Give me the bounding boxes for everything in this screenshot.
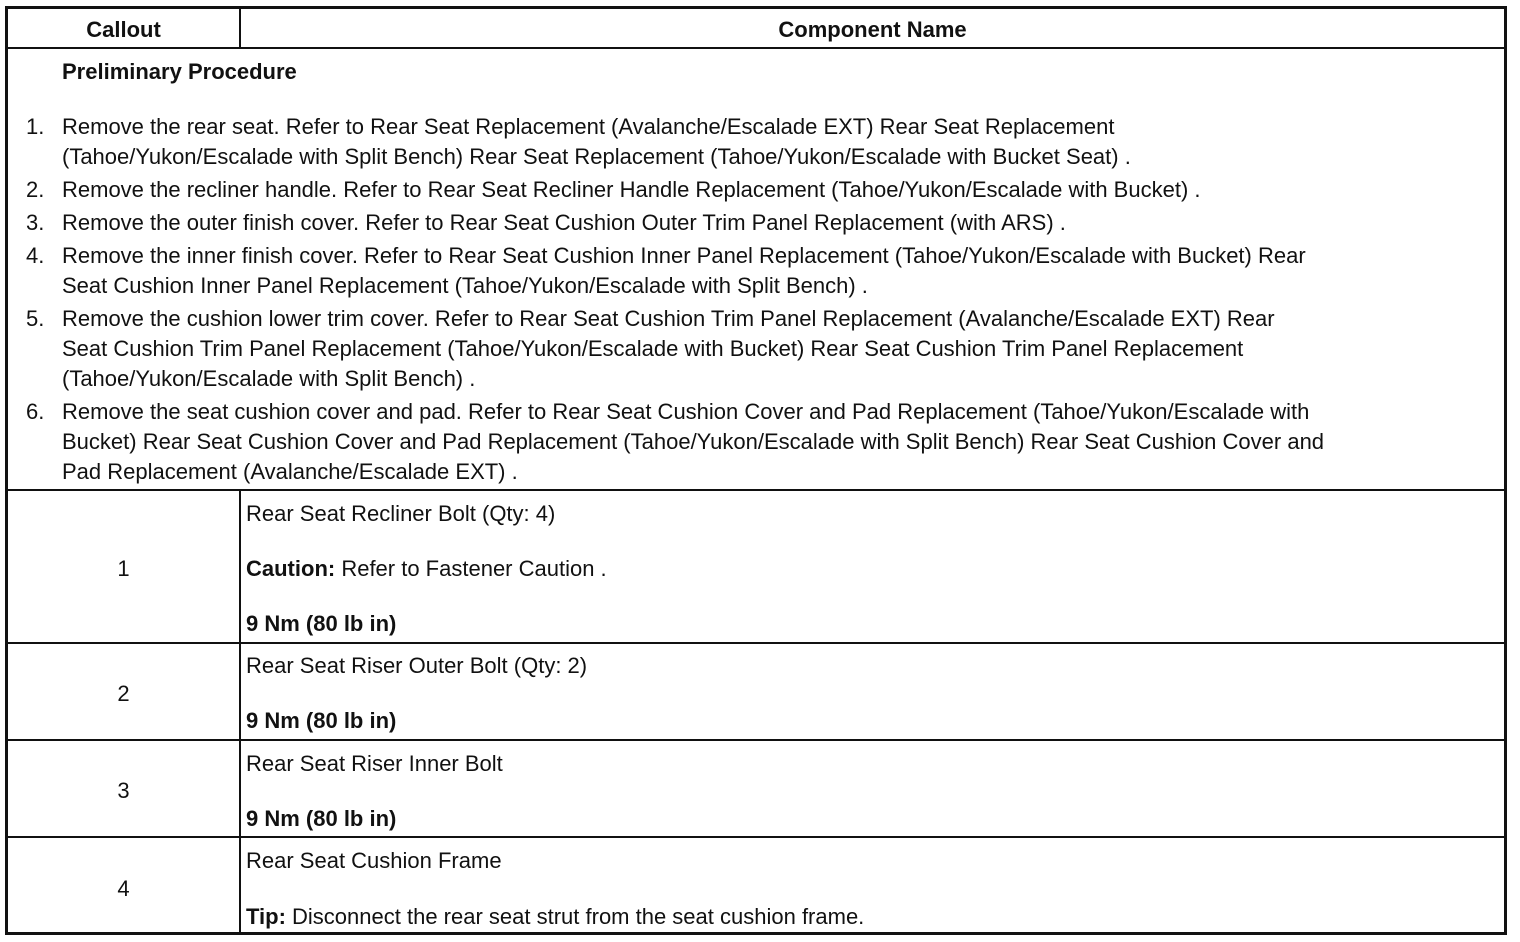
step-number: 3.: [26, 210, 45, 235]
caution-text: Refer to Fastener Caution .: [335, 556, 607, 581]
step-text-line: Remove the cushion lower trim cover. Refer to Rear Seat Cushion Trim Panel Replacement (Avalanche/Escalade EXT) Rear: [62, 306, 1275, 331]
divider: [8, 739, 1504, 741]
component-name: Rear Seat Riser Outer Bolt (Qty: 2): [246, 653, 588, 678]
tip-note: [246, 902, 864, 932]
step-number: 1.: [26, 114, 45, 139]
callout-number: 3: [117, 778, 130, 803]
component-name: Rear Seat Riser Inner Bolt: [246, 751, 503, 776]
step-number: 2.: [26, 177, 45, 202]
callout-number: 1: [117, 556, 130, 581]
step-text-line: Remove the inner finish cover. Refer to Rear Seat Cushion Inner Panel Replacement (Tahoe/Yukon/Escalade with Bucket) Rear: [62, 243, 1306, 268]
step-text-line: Remove the rear seat. Refer to Rear Seat Replacement (Avalanche/Escalade EXT) Rear Seat Replacement: [62, 114, 1115, 139]
torque-spec: 9 Nm (80 lb in): [246, 708, 397, 733]
step-text-line: Remove the recliner handle. Refer to Rear Seat Recliner Handle Replacement (Tahoe/Yukon/Escalade with Bucket) .: [62, 177, 1201, 202]
divider: [8, 47, 1504, 49]
step-text-line: Bucket) Rear Seat Cushion Cover and Pad Replacement (Tahoe/Yukon/Escalade with Split Bench) Rear Seat Cushion Cover and: [62, 429, 1325, 454]
step-text-line: Remove the seat cushion cover and pad. Refer to Rear Seat Cushion Cover and Pad Replacement (Tahoe/Yukon/Escalade with: [62, 399, 1310, 424]
torque-spec: 9 Nm (80 lb in): [246, 806, 397, 831]
step-text-line: Seat Cushion Trim Panel Replacement (Tahoe/Yukon/Escalade with Bucket) Rear Seat Cushion Trim Panel Replacement: [62, 336, 1244, 361]
step-number: 5.: [26, 306, 45, 331]
tip-text: Disconnect the rear seat strut from the seat cushion frame.: [285, 904, 865, 929]
component-name: Rear Seat Recliner Bolt (Qty: 4): [246, 501, 556, 526]
divider: [8, 836, 1504, 838]
step-text-line: Remove the outer finish cover. Refer to Rear Seat Cushion Outer Trim Panel Replacement (with ARS) .: [62, 210, 1066, 235]
step-text-line: (Tahoe/Yukon/Escalade with Split Bench) .: [62, 366, 476, 391]
torque-spec: 9 Nm (80 lb in): [246, 611, 397, 636]
component-name: Rear Seat Cushion Frame: [246, 848, 502, 873]
tip-label: Tip:: [246, 904, 286, 929]
preliminary-title: Preliminary Procedure: [62, 59, 297, 84]
step-text-line: Pad Replacement (Avalanche/Escalade EXT) .: [62, 459, 518, 484]
step-text-line: Seat Cushion Inner Panel Replacement (Tahoe/Yukon/Escalade with Split Bench) .: [62, 273, 868, 298]
step-text-line: (Tahoe/Yukon/Escalade with Split Bench) Rear Seat Replacement (Tahoe/Yukon/Escalade with Bucket Seat) .: [62, 144, 1131, 169]
header-component-name: Component Name: [778, 17, 967, 42]
divider: [8, 489, 1504, 491]
header-callout: Callout: [86, 17, 161, 42]
column-divider: [239, 489, 241, 932]
caution-note: [246, 554, 607, 584]
step-number: 6.: [26, 399, 45, 424]
column-divider: [239, 9, 241, 49]
callout-number: 4: [117, 876, 130, 901]
component-table: [5, 6, 1507, 935]
step-number: 4.: [26, 243, 45, 268]
divider: [8, 642, 1504, 644]
caution-label: Caution:: [246, 556, 336, 581]
callout-number: 2: [117, 681, 130, 706]
